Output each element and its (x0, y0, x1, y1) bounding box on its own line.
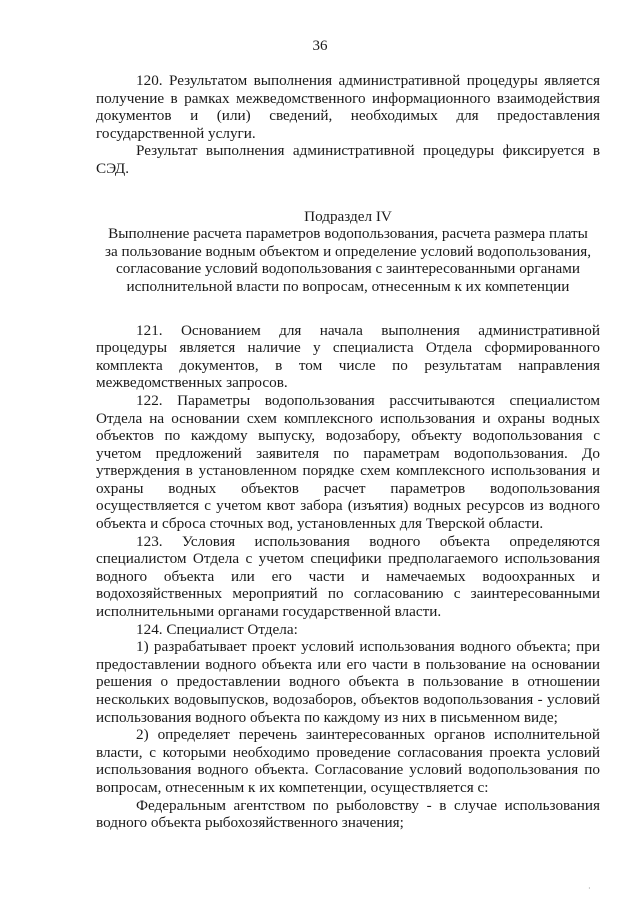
spacer (96, 178, 600, 208)
paragraph-120: 120. Результатом выполнения административной процедуры является получение в рамках межведомственного информационного взаимодействия документов и (или) сведений, необходимых для предоставления государственной услуги. (96, 72, 600, 142)
subsection-line-1: Выполнение расчета параметров водопользования, расчета размера платы (108, 225, 588, 243)
subsection-line-3: согласование условий водопользования с заинтересованными органами (116, 260, 580, 278)
paragraph-124-item-2: 2) определяет перечень заинтересованных органов исполнительной власти, с которыми необходимо проведение согласования проекта условий использования водного объекта. Согласование условий водопользования по вопросам, отнесенным к их компетенции, осуществляется с: (96, 726, 600, 796)
subsection-line-2: за пользование водным объектом и определение условий водопользования, (104, 242, 592, 260)
paragraph-120-result: Результат выполнения административной процедуры фиксируется в СЭД. (96, 142, 600, 177)
paragraph-123: 123. Условия использования водного объекта определяются специалистом Отдела с учетом специфики предполагаемого использования водного объекта или его части и намечаемых водоохранных и водохозяйственных мероприятий по согласованию с заинтересованными исполнительными органами государственной власти. (96, 532, 600, 621)
subsection-title: Подраздел IV (304, 207, 392, 225)
paragraph-122: 122. Параметры водопользования рассчитываются специалистом Отдела на основании схем комплексного использования и охраны водных объектов по каждому выпуску, водозабору, объекту водопользования с учетом предложений заявителя по параметрам водопользования. До утверждения в установленном порядке схем комплексного использования и охраны водных объектов расчет параметров водопользования осуществляется с учетом квот забора (изъятия) водных ресурсов из водного объекта и сброса сточных вод, установленных для Тверской области. (96, 391, 600, 533)
paragraph-124-item-1: 1) разрабатывает проект условий использования водного объекта; при предоставлении водного объекта или его части в пользование на основании решения о предоставлении водного объекта в пользование в отношении нескольких водовыпусков, водозаборов, объектов водопользования - условий использования водного объекта по каждому из них в письменном виде; (96, 638, 600, 726)
subsection-line-4: исполнительной власти по вопросам, отнесенным к их компетенции (126, 277, 570, 295)
document-body (96, 72, 600, 832)
paragraph-121: 121. Основанием для начала выполнения административной процедуры является наличие у специалиста Отдела сформированного комплекта документов, в том числе по результатам направления межведомственных запросов. (96, 321, 600, 392)
page-number: 36 (312, 38, 328, 54)
paragraph-124: 124. Специалист Отдела: (136, 620, 298, 638)
paragraph-fisheries-agency: Федеральным агентством по рыболовству - в случае использования водного объекта рыбохозяйственного значения; (96, 796, 600, 832)
scan-mark: · (588, 884, 591, 893)
spacer (96, 296, 600, 322)
